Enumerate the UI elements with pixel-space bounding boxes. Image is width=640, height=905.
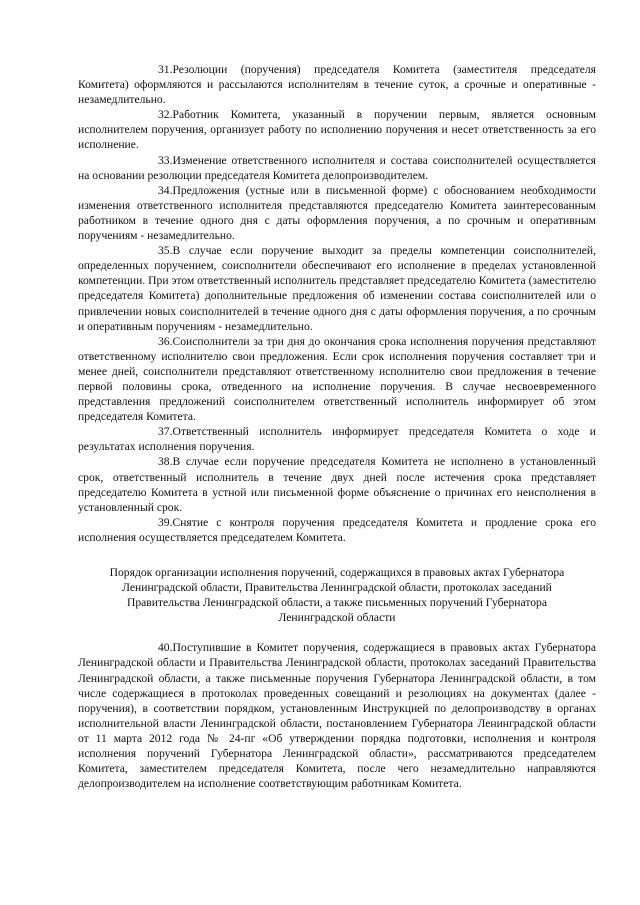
paragraph-text: Соисполнители за три дня до окончания срока исполнения поручения представляют ответственному исполнителю свои предложения. Если срок исполнения поручения составляет три и менее дней, соисполнители представляют ответственному исполнителю свои предложения в течение первой половины срока, отведенного на исполнение поручения. В случае несвоевременного представления предложений соисполнителем ответственный исполнитель информирует об этом председателя Комитета. <box>78 334 596 424</box>
paragraph-36 <box>78 334 596 425</box>
paragraph-number: 37. <box>158 425 173 439</box>
paragraph-34 <box>78 183 596 243</box>
paragraph-39 <box>78 515 596 545</box>
paragraph-number: 33. <box>158 153 173 167</box>
paragraph-number: 34. <box>158 183 173 197</box>
paragraph-number: 38. <box>158 455 173 469</box>
paragraph-31 <box>78 62 596 107</box>
paragraph-text: Ответственный исполнитель информирует председателя Комитета о ходе и результатах исполнения поручения. <box>78 425 596 454</box>
paragraph-text: Предложения (устные или в письменной форме) с обоснованием необходимости изменения ответственного исполнителя представляются председателю Комитета заинтересованным работником в течение одного дня с даты оформления поручения, а по срочным и оперативным поручениям - незамедлительно. <box>78 183 596 243</box>
paragraph-text: Изменение ответственного исполнителя и состава соисполнителей осуществляется на основании резолюции председателя Комитета делопроизводителем. <box>78 153 596 182</box>
paragraph-number: 40. <box>158 641 173 655</box>
paragraph-number: 39. <box>158 515 173 529</box>
paragraph-text: Поступившие в Комитет поручения, содержащиеся в правовых актах Губернатора Ленинградской области и Правительства Ленинградской области, протоколах заседаний Правительства Ленинградской области, а также письменные поручения Губернатора Ленинградской области, в том числе содержащиеся в протоколах проведенных совещаний и резолюциях на документах (далее - поручения), в соответствии порядком, установленным Инструкцией по делопроизводству в органах исполнительной власти Ленинградской области, постановлением Губернатора Ленинградской области от 11 марта 2012 года № 24-пг «Об утверждении порядка подготовки, исполнения и контроля исполнения поручений Губернатора Ленинградской области», рассматриваются председателем Комитета, заместителем председателя Комитета, после чего незамедлительно направляются делопроизводителем на исполнение соответствующим работникам Комитета. <box>78 641 596 791</box>
paragraph-number: 32. <box>158 108 173 122</box>
paragraph-number: 35. <box>158 244 173 258</box>
paragraph-text: Резолюции (поручения) председателя Комитета (заместителя председателя Комитета) оформляются и рассылаются исполнителям в течение суток, а срочные и оперативные - незамедлительно. <box>78 63 596 107</box>
document-page <box>78 62 596 791</box>
paragraph-32 <box>78 107 596 152</box>
paragraph-37 <box>78 424 596 454</box>
paragraph-33 <box>78 153 596 183</box>
paragraph-40 <box>78 640 596 791</box>
paragraph-text: В случае если поручение председателя Комитета не исполнено в установленный срок, ответственный исполнитель в течение двух дней после истечения срока представляет председателю Комитета в устной или письменной форме объяснение о причинах его неисполнения в установленный срок. <box>78 455 596 514</box>
section-heading: Порядок организации исполнения поручений, содержащихся в правовых актах Губернатора Ленинградской области, Правительства Ленинградской области, протоколах заседаний Правительства Ленинградской области, а также письменных поручений Губернатора Ленинградской области <box>109 566 565 625</box>
paragraph-text: Работник Комитета, указанный в поручении первым, является основным исполнителем поручения, организует работу по исполнению поручения и несет ответственность за его исполнение. <box>78 108 596 152</box>
paragraph-number: 31. <box>158 63 173 76</box>
paragraph-number: 36. <box>158 334 173 348</box>
paragraph-text: Снятие с контроля поручения председателя Комитета и продление срока его исполнения осуществляется председателем Комитета. <box>78 515 596 544</box>
paragraph-38 <box>78 454 596 514</box>
paragraph-35 <box>78 243 596 334</box>
paragraph-text: В случае если поручение выходит за пределы компетенции соисполнителей, определенных поручением, соисполнители обеспечивают его исполнение в пределах установленной компетенции. При этом ответственный исполнитель представляет председателю Комитета (заместителю председателя Комитета) дополнительные предложения об изменении состава соисполнителей или о привлечении новых соисполнителей в течение одного дня с даты оформления поручения, а по срочным и оперативным поручениям - незамедлительно. <box>78 244 596 333</box>
